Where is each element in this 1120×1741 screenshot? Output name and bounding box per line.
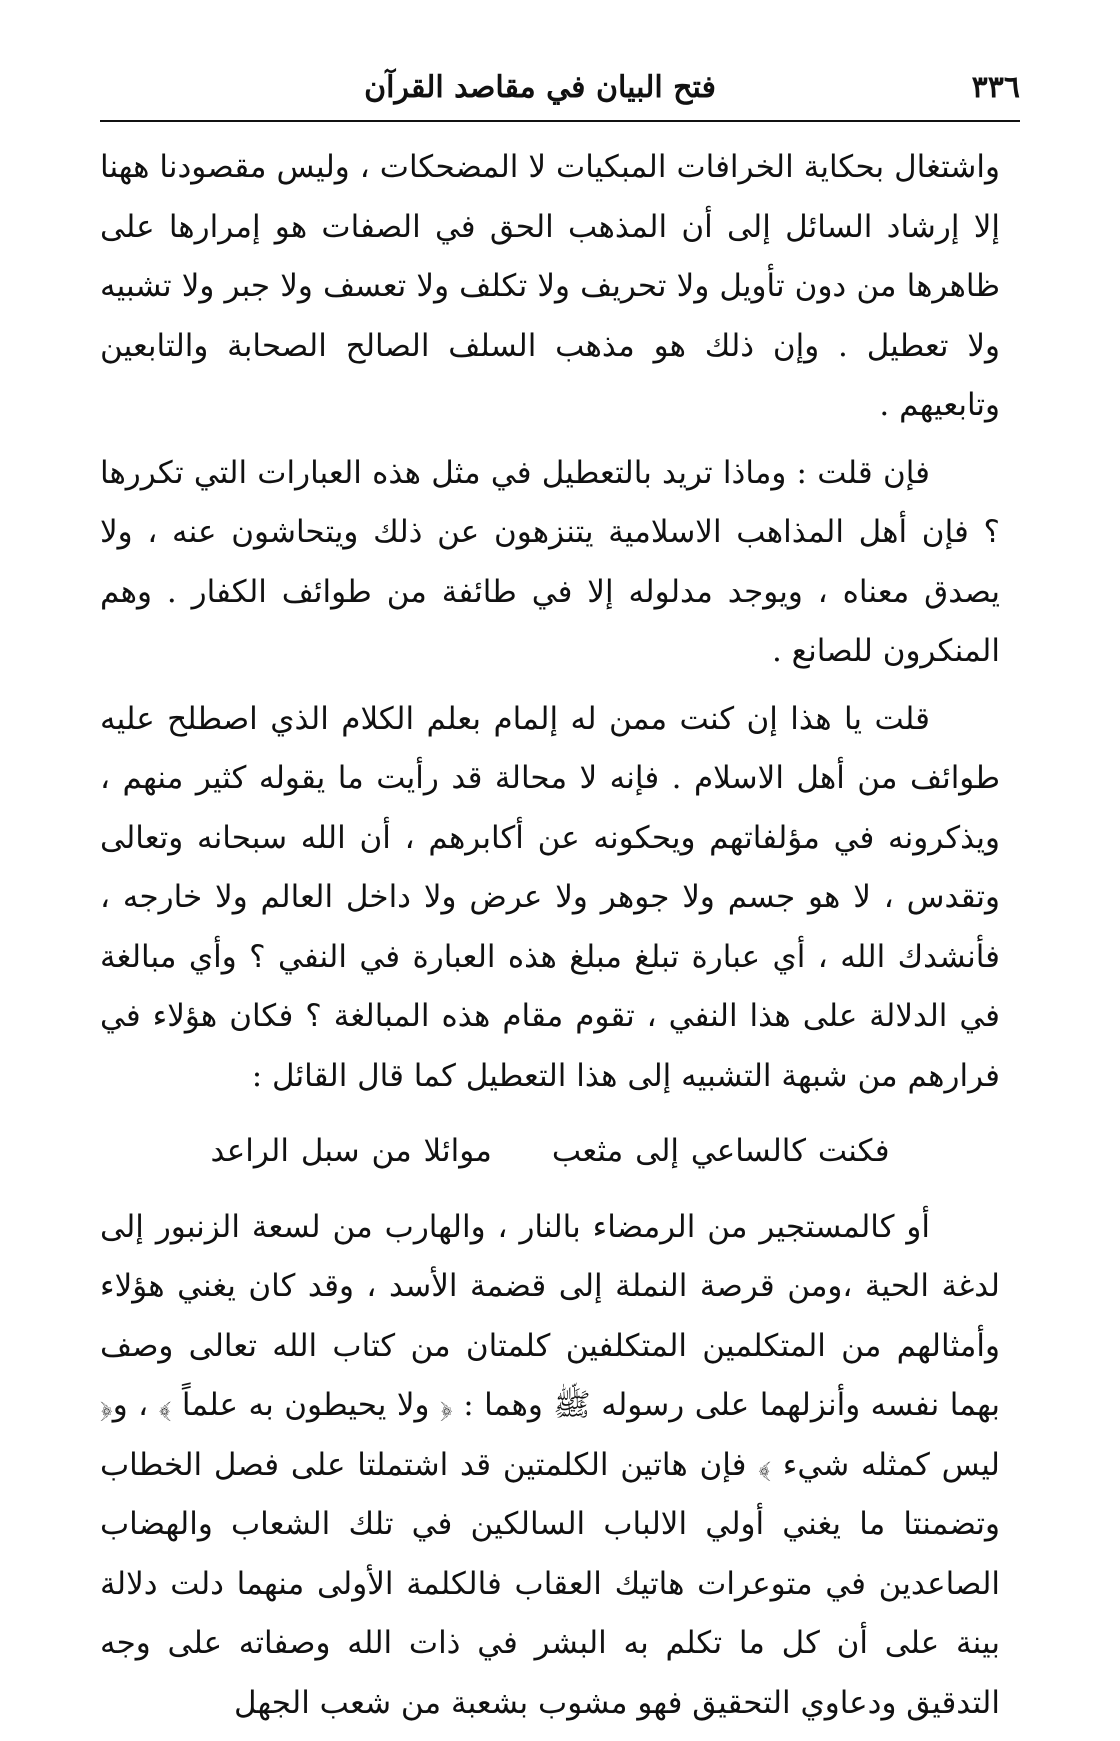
verse-second-hemistich: موائلا من سبل الراعد [210,1133,492,1170]
page-header [100,60,1020,122]
paragraph: قلت يا هذا إن كنت ممن له إلمام بعلم الكلام الذي اصطلح عليه طوائف من أهل الاسلام . فإنه لا محالة قد رأيت ما يقوله كثير منهم ، ويذكرونه في مؤلفاتهم ويحكونه عن أكابرهم ، أن الله سبحانه وتعالى وتقدس ، لا هو جسم ولا جوهر ولا عرض ولا داخل العالم ولا خارجه ، فأنشدك الله ، أي عبارة تبلغ مبلغ هذه العبارة في النفي ؟ وأي مبالغة في الدلالة على هذا النفي ، تقوم مقام هذه المبالغة ؟ فكان هؤلاء في فرارهم من شبهة التشبيه إلى هذا التعطيل كما قال القائل : [100,700,1000,1094]
paragraph: واشتغال بحكاية الخرافات المبكيات لا المضحكات ، وليس مقصودنا ههنا إلا إرشاد السائل إلى أن المذهب الحق في الصفات هو إمرارها على ظاهرها من دون تأويل ولا تحريف ولا تكلف ولا تعسف ولا جبر ولا تشبيه ولا تعطيل . وإن ذلك هو مذهب السلف الصالح الصحابة والتابعين وتابعيهم . [100,149,1000,424]
body-text [100,138,1000,1741]
poetry-verse [100,1122,1000,1182]
page-number: ٣٣٦ [971,70,1020,105]
paragraph: فإن قلت : وماذا تريد بالتعطيل في مثل هذه العبارات التي تكررها ؟ فإن أهل المذاهب الاسلامية يتنزهون عن ذلك ويتحاشون عنه ، ولا يصدق معناه ، ويوجد مدلوله إلا في طائفة من طوائف الكفار . وهم المنكرون للصانع . [100,454,1000,670]
paragraph: أو كالمستجير من الرمضاء بالنار ، والهارب من لسعة الزنبور إلى لدغة الحية ،ومن قرصة النملة إلى قضمة الأسد ، وقد كان يغني هؤلاء وأمثالهم من المتكلمين المتكلفين كلمتان من كتاب الله تعالى وصف بهما نفسه وأنزلهما على رسوله ﷺ وهما : ﴿ ولا يحيطون به علماً ﴾ ، و﴿ ليس كمثله شيء ﴾ فإن هاتين الكلمتين قد اشتملتا على فصل الخطاب وتضمنتا ما يغني أولي الالباب السالكين في تلك الشعاب والهضاب الصاعدين في متوعرات هاتيك العقاب فالكلمة الأولى منهما دلت دلالة بينة على أن كل ما تكلم به البشر في ذات الله وصفاته على وجه التدقيق ودعاوي التحقيق فهو مشوب بشعبة من شعب الجهل [100,1208,1000,1721]
running-title: فتح البيان في مقاصد القرآن [364,70,716,105]
verse-first-hemistich: فكنت كالساعي إلى مثعب [551,1133,890,1170]
